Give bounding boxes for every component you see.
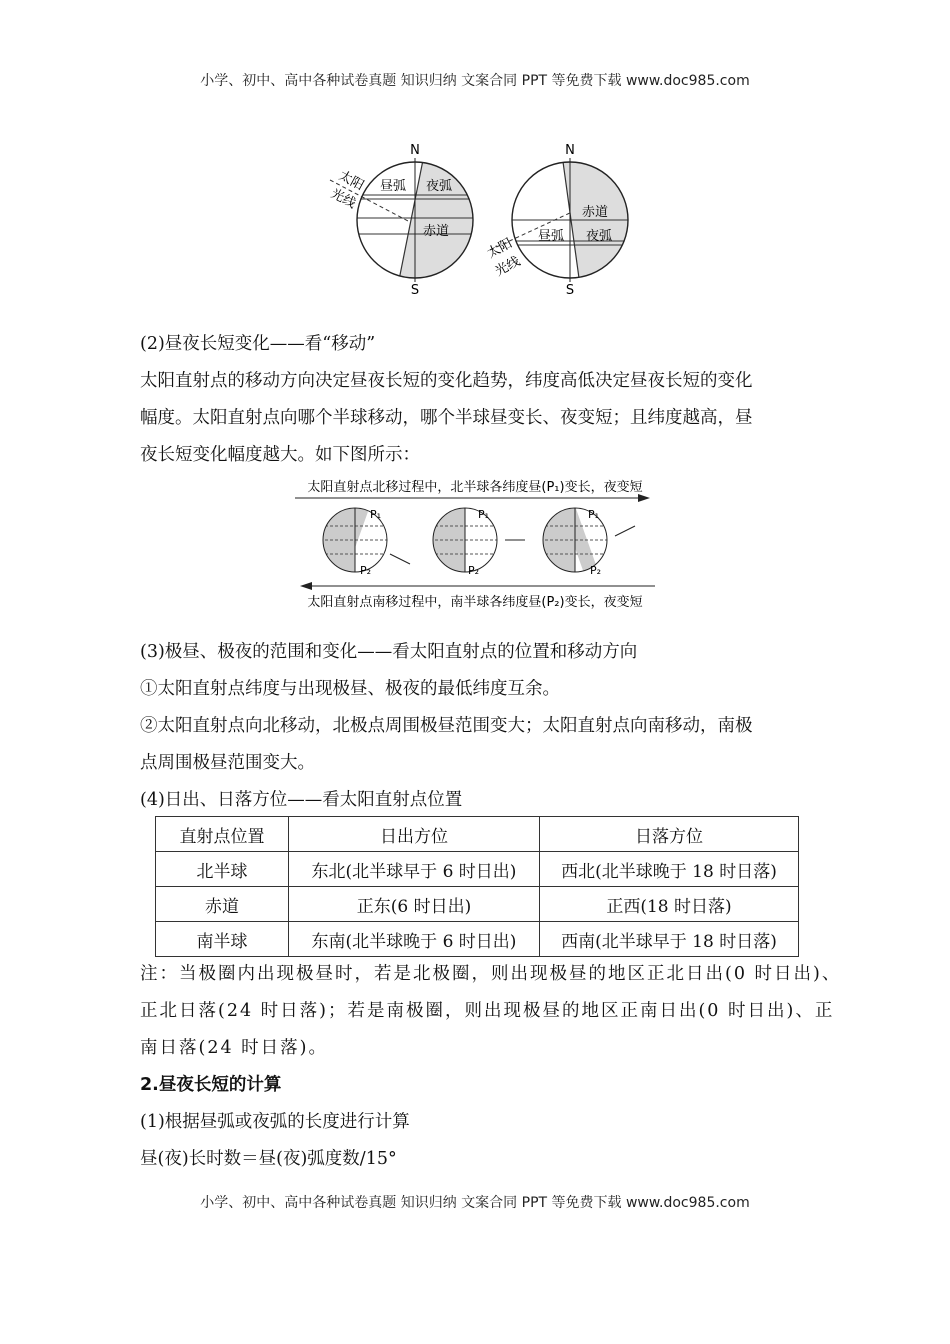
top-caption: 太阳直射点北移过程中，北半球各纬度昼(P₁)变长，夜变短 [307, 480, 643, 495]
paragraph-line: 太阳直射点的移动方向决定昼夜长短的变化趋势，纬度高低决定昼夜长短的变化 [140, 371, 753, 391]
table-cell: 西南(北半球早于 18 时日落) [540, 922, 799, 957]
page-header: 小学、初中、高中各种试卷真题 知识归纳 文案合同 PPT 等免费下载 www.doc985.com [200, 73, 750, 89]
table-row [156, 852, 799, 887]
equator-label-2: 赤道 [582, 205, 609, 220]
north-label: N [410, 143, 420, 158]
paragraph-line: 夜长短变化幅度越大。如下图所示： [140, 445, 420, 465]
sun-ray-label-4: 光线 [492, 254, 523, 280]
night-arc-label: 夜弧 [426, 179, 453, 194]
list-item: ①太阳直射点纬度与出现极昼、极夜的最低纬度互余。 [140, 679, 560, 699]
p2-label: P₂ [590, 564, 602, 577]
sun-ray-label-2: 光线 [328, 186, 359, 212]
south-label-2: S [565, 283, 575, 298]
table-cell: 西北(北半球晚于 18 时日落) [540, 852, 799, 887]
section-2-title: (2)昼夜长短变化——看“移动” [140, 334, 376, 354]
table-header: 直射点位置 [156, 817, 289, 852]
p1-label: P₁ [588, 508, 600, 521]
note-line: 注：当极圈内出现极昼时，若是北极圈，则出现极昼的地区正北日出(0 时日出)、 [140, 964, 842, 984]
sun-migration-figure [290, 476, 660, 614]
table-cell: 东南(北半球晚于 6 时日出) [289, 922, 540, 957]
section-4-title: (4)日出、日落方位——看太阳直射点位置 [140, 790, 463, 810]
table-row [156, 887, 799, 922]
day-arc-label: 昼弧 [380, 179, 407, 194]
table-cell: 北半球 [156, 852, 289, 887]
table-header-row [156, 817, 799, 852]
table-header: 日出方位 [289, 817, 540, 852]
globe-right [510, 140, 640, 298]
section-3-title: (3)极昼、极夜的范围和变化——看太阳直射点的位置和移动方向 [140, 642, 638, 662]
table-cell: 赤道 [156, 887, 289, 922]
sun-ray-label-3: 太阳 [484, 236, 515, 262]
table-header: 日落方位 [540, 817, 799, 852]
subsection-title: (1)根据昼弧或夜弧的长度进行计算 [140, 1112, 410, 1132]
p1-label: P₁ [370, 508, 382, 521]
section-heading: 2.昼夜长短的计算 [140, 1075, 282, 1095]
table-cell: 东北(北半球早于 6 时日出) [289, 852, 540, 887]
equator-label: 赤道 [423, 224, 450, 239]
table-cell: 南半球 [156, 922, 289, 957]
bottom-caption: 太阳直射点南移过程中，南半球各纬度昼(P₂)变长，夜变短 [307, 595, 643, 610]
p2-label: P₂ [468, 564, 480, 577]
formula: 昼(夜)长时数＝昼(夜)弧度数/15° [140, 1149, 397, 1169]
p2-label: P₂ [360, 564, 372, 577]
sunrise-sunset-table [155, 816, 799, 957]
north-label-2: N [565, 143, 575, 158]
table-cell: 正东(6 时日出) [289, 887, 540, 922]
p1-label: P₁ [478, 508, 490, 521]
table-row [156, 922, 799, 957]
paragraph-line: 幅度。太阳直射点向哪个半球移动，哪个半球昼变长、夜变短；且纬度越高，昼 [140, 408, 753, 428]
night-arc-label-2: 夜弧 [586, 229, 613, 244]
south-label: S [410, 283, 420, 298]
list-item: ②太阳直射点向北移动，北极点周围极昼范围变大；太阳直射点向南移动，南极 [140, 716, 753, 736]
note-line: 正北日落(24 时日落)；若是南极圈，则出现极昼的地区正南日出(0 时日出)、正 [140, 1001, 835, 1021]
note-line: 南日落(24 时日落)。 [140, 1038, 328, 1058]
day-night-arc-figure [320, 140, 640, 298]
page-footer: 小学、初中、高中各种试卷真题 知识归纳 文案合同 PPT 等免费下载 www.doc985.com [200, 1195, 750, 1211]
day-arc-label-2: 昼弧 [538, 229, 565, 244]
list-item: 点周围极昼范围变大。 [140, 753, 315, 773]
sun-ray-label-1: 太阳 [336, 168, 367, 194]
table-cell: 正西(18 时日落) [540, 887, 799, 922]
